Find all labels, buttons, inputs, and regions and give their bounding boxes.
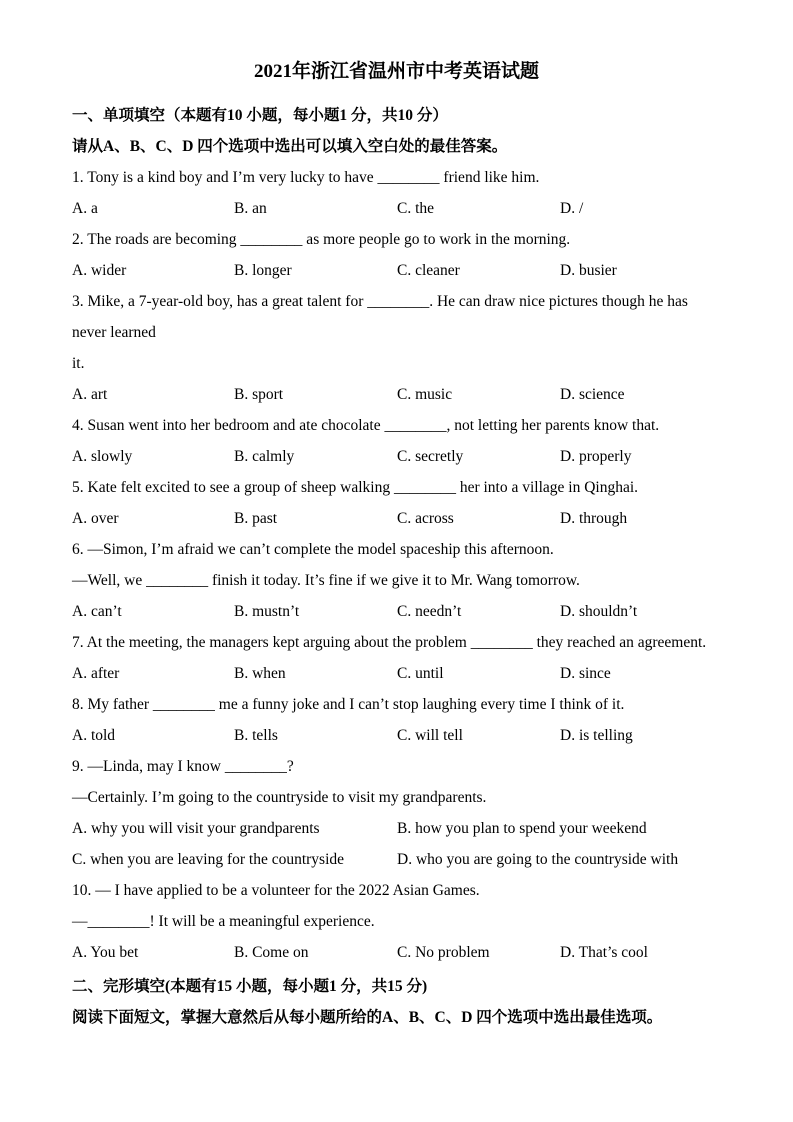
question-4	[72, 410, 721, 472]
question-10-option-c: C. No problem	[397, 944, 490, 961]
question-1-option-d: D. /	[560, 200, 584, 217]
question-10-option-b: B. Come on	[234, 944, 309, 961]
question-8-option-b: B. tells	[234, 727, 278, 744]
question-8-option-a: A. told	[72, 727, 116, 744]
question-10-option-a: A. You bet	[72, 944, 139, 961]
question-9-option-a: A. why you will visit your grandparents	[72, 820, 320, 837]
question-4-stem: 4. Susan went into her bedroom and ate chocolate ________, not letting her parents know that.	[72, 417, 660, 434]
question-2-option-a: A. wider	[72, 262, 127, 279]
section2-instruction: 阅读下面短文，掌握大意然后从每小题所给的A、B、C、D 四个选项中选出最佳选项。	[72, 1009, 663, 1026]
question-9-options-row-2	[72, 844, 721, 875]
question-4-options	[72, 441, 721, 472]
question-4-option-b: B. calmly	[234, 448, 295, 465]
question-5-option-d: D. through	[560, 510, 628, 527]
question-10	[72, 875, 721, 968]
question-1-stem: 1. Tony is a kind boy and I’m very lucky to have ________ friend like him.	[72, 169, 540, 186]
question-4-option-c: C. secretly	[397, 448, 464, 465]
question-2	[72, 224, 721, 286]
question-3-option-c: C. music	[397, 386, 453, 403]
question-8	[72, 689, 721, 751]
question-7-options	[72, 658, 721, 689]
question-5-option-b: B. past	[234, 510, 278, 527]
question-9-option-d: D. who you are going to the countryside with	[397, 851, 679, 868]
question-8-options	[72, 720, 721, 751]
question-10-options	[72, 937, 721, 968]
question-7-option-d: D. since	[560, 665, 611, 682]
question-9-stem-line-2: —Certainly. I’m going to the countryside to visit my grandparents.	[72, 789, 487, 806]
question-7	[72, 627, 721, 689]
question-3-stem-line-2: it.	[72, 355, 85, 372]
question-1-option-c: C. the	[397, 200, 435, 217]
question-1-options	[72, 193, 721, 224]
question-4-option-d: D. properly	[560, 448, 632, 465]
question-1	[72, 162, 721, 224]
question-2-option-b: B. longer	[234, 262, 292, 279]
question-8-option-d: D. is telling	[560, 727, 633, 744]
question-10-stem-line-2: —________! It will be a meaningful experience.	[72, 913, 375, 930]
question-3-stem-line-1: 3. Mike, a 7-year-old boy, has a great talent for ________. He can draw nice pictures though he has never learned	[72, 293, 692, 341]
question-3-option-a: A. art	[72, 386, 108, 403]
question-8-stem: 8. My father ________ me a funny joke and I can’t stop laughing every time I think of it.	[72, 696, 625, 713]
question-6-stem-line-2: —Well, we ________ finish it today. It’s fine if we give it to Mr. Wang tomorrow.	[72, 572, 580, 589]
question-4-option-a: A. slowly	[72, 448, 133, 465]
question-6-stem-line-1: 6. —Simon, I’m afraid we can’t complete the model spaceship this afternoon.	[72, 541, 554, 558]
section1-instruction: 请从A、B、C、D 四个选项中选出可以填入空白处的最佳答案。	[72, 138, 508, 155]
question-7-option-a: A. after	[72, 665, 120, 682]
question-2-option-c: C. cleaner	[397, 262, 460, 279]
question-6-option-a: A. can’t	[72, 603, 122, 620]
question-9-options-row-1	[72, 813, 721, 844]
question-6-option-c: C. needn’t	[397, 603, 462, 620]
question-10-stem-line-1: 10. — I have applied to be a volunteer for the 2022 Asian Games.	[72, 882, 480, 899]
question-3-option-d: D. science	[560, 386, 625, 403]
question-5-options	[72, 503, 721, 534]
question-2-option-d: D. busier	[560, 262, 617, 279]
question-2-options	[72, 255, 721, 286]
question-7-option-c: C. until	[397, 665, 444, 682]
question-5	[72, 472, 721, 534]
question-7-stem: 7. At the meeting, the managers kept arguing about the problem ________ they reached an agreement.	[72, 634, 707, 651]
question-3-options	[72, 379, 721, 410]
question-6-options	[72, 596, 721, 627]
question-6-option-d: D. shouldn’t	[560, 603, 638, 620]
question-6-option-b: B. mustn’t	[234, 603, 300, 620]
question-9-option-b: B. how you plan to spend your weekend	[397, 820, 647, 837]
question-3-option-b: B. sport	[234, 386, 284, 403]
question-9-option-c: C. when you are leaving for the countryside	[72, 851, 345, 868]
question-2-stem: 2. The roads are becoming ________ as more people go to work in the morning.	[72, 231, 571, 248]
question-5-option-c: C. across	[397, 510, 454, 527]
question-9-stem-line-1: 9. —Linda, may I know ________?	[72, 758, 294, 775]
section2-heading: 二、完形填空(本题有15 小题，每小题1 分，共15 分)	[72, 978, 428, 995]
question-3	[72, 286, 721, 410]
section1-heading: 一、单项填空（本题有10 小题，每小题1 分，共10 分）	[72, 107, 448, 124]
question-6	[72, 534, 721, 627]
question-9	[72, 751, 721, 875]
question-5-option-a: A. over	[72, 510, 119, 527]
question-5-stem: 5. Kate felt excited to see a group of sheep walking ________ her into a village in Qinghai.	[72, 479, 639, 496]
question-7-option-b: B. when	[234, 665, 286, 682]
question-10-option-d: D. That’s cool	[560, 944, 648, 961]
page-title: 2021年浙江省温州市中考英语试题	[253, 61, 539, 82]
question-1-option-b: B. an	[234, 200, 267, 217]
question-1-option-a: A. a	[72, 200, 98, 217]
question-8-option-c: C. will tell	[397, 727, 463, 744]
